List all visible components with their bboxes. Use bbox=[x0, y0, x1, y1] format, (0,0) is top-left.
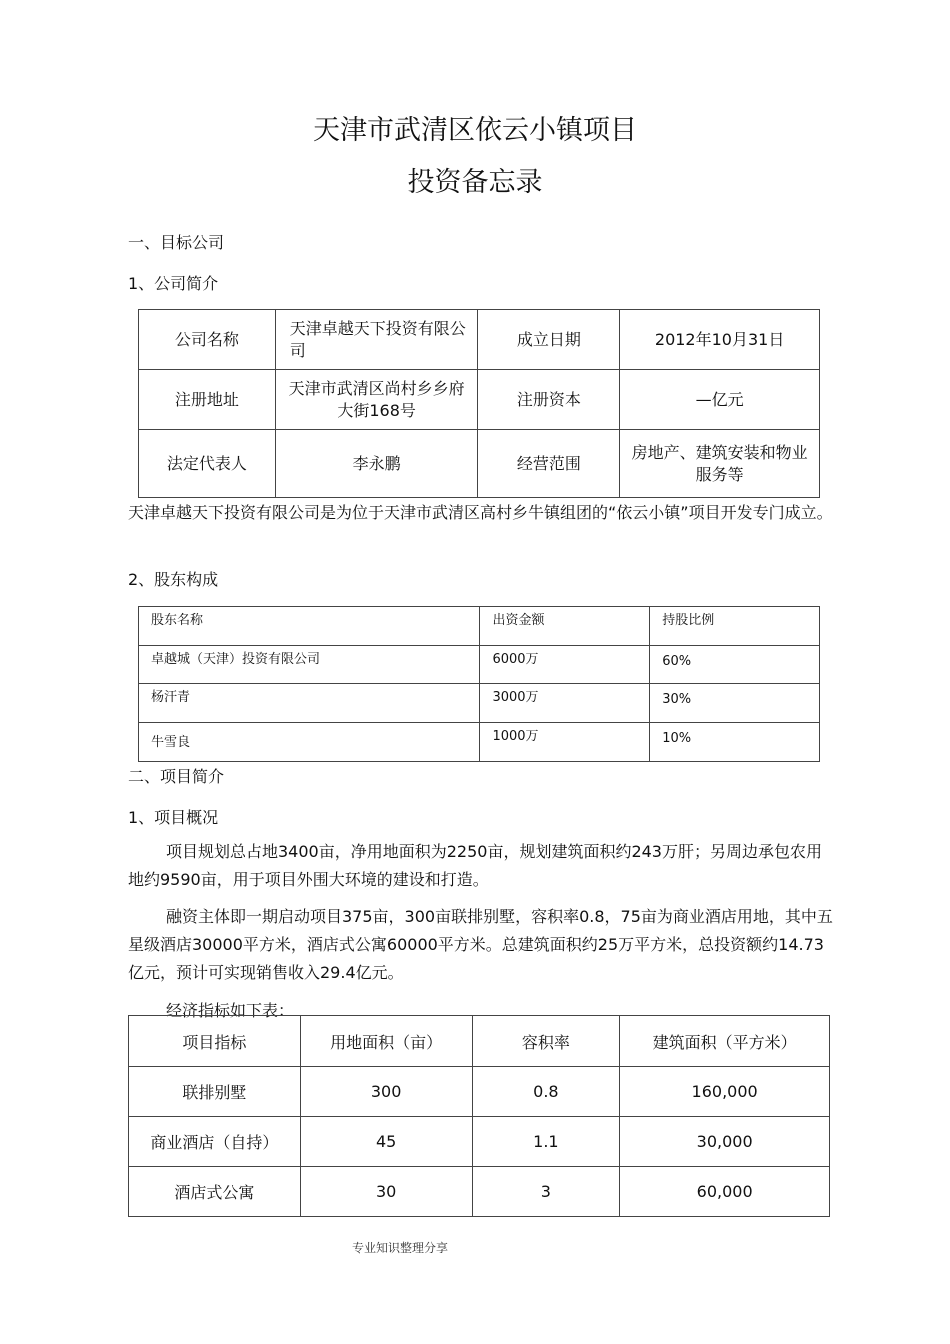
table-cell: 10% bbox=[650, 723, 820, 762]
table-cell: 1.1 bbox=[472, 1117, 620, 1167]
table-cell: 天津卓越天下投资有限公司 bbox=[275, 310, 478, 370]
table-cell: 法定代表人 bbox=[139, 430, 276, 498]
table-cell: 李永鹏 bbox=[275, 430, 478, 498]
table-cell: 45 bbox=[300, 1117, 472, 1167]
economic-indicators-table bbox=[128, 1015, 830, 1217]
table-cell: 60% bbox=[650, 646, 820, 684]
company-intro-heading: 1、公司简介 bbox=[128, 274, 219, 293]
table-cell: 30% bbox=[650, 684, 820, 723]
table-header-cell: 用地面积（亩） bbox=[300, 1016, 472, 1067]
table-header-cell: 项目指标 bbox=[129, 1016, 301, 1067]
table-cell: 卓越城（天津）投资有限公司 bbox=[139, 646, 480, 684]
company-description: 天津卓越天下投资有限公司是为位于天津市武清区高村乡牛镇组团的“依云小镇”项目开发专门成立。 bbox=[128, 503, 833, 522]
table-cell: 2012年10月31日 bbox=[620, 310, 820, 370]
econ-table-intro: 经济指标如下表： bbox=[166, 1001, 295, 1020]
table-cell: 60,000 bbox=[620, 1167, 830, 1217]
table-cell: 160,000 bbox=[620, 1067, 830, 1117]
table-header-cell: 建筑面积（平方米） bbox=[620, 1016, 830, 1067]
table-cell: 3000万 bbox=[480, 684, 650, 723]
shareholder-table bbox=[138, 606, 820, 762]
table-cell: 房地产、建筑安装和物业服务等 bbox=[620, 430, 820, 498]
company-info-table bbox=[138, 309, 820, 498]
table-cell: 牛雪良 bbox=[139, 723, 480, 762]
document-title: 天津市武清区依云小镇项目 bbox=[313, 115, 637, 146]
project-paragraph-1: 项目规划总占地3400亩，净用地面积为2250亩，规划建筑面积约243万肝；另周边承包农用地约9590亩，用于项目外围大环境的建设和打造。 bbox=[128, 842, 822, 889]
table-header-cell: 容积率 bbox=[472, 1016, 620, 1067]
table-cell: 商业酒店（自持） bbox=[129, 1117, 301, 1167]
table-cell: 天津市武清区尚村乡乡府大街168号 bbox=[275, 370, 478, 430]
table-cell: 杨汗青 bbox=[139, 684, 480, 723]
table-header-cell: 股东名称 bbox=[139, 607, 480, 646]
table-cell: 30,000 bbox=[620, 1117, 830, 1167]
table-cell: 联排别墅 bbox=[129, 1067, 301, 1117]
table-cell: 公司名称 bbox=[139, 310, 276, 370]
table-cell: 成立日期 bbox=[478, 310, 620, 370]
table-header-cell: 出资金额 bbox=[480, 607, 650, 646]
table-cell: —亿元 bbox=[620, 370, 820, 430]
table-cell: 30 bbox=[300, 1167, 472, 1217]
table-cell: 3 bbox=[472, 1167, 620, 1217]
table-cell: 经营范围 bbox=[478, 430, 620, 498]
table-cell: 300 bbox=[300, 1067, 472, 1117]
shareholders-heading: 2、股东构成 bbox=[128, 570, 219, 589]
table-cell: 6000万 bbox=[480, 646, 650, 684]
table-cell: 0.8 bbox=[472, 1067, 620, 1117]
document-subtitle: 投资备忘录 bbox=[407, 167, 543, 198]
table-header-cell: 持股比例 bbox=[650, 607, 820, 646]
section2-heading: 二、项目简介 bbox=[128, 767, 225, 786]
table-cell: 注册地址 bbox=[139, 370, 276, 430]
table-cell: 酒店式公寓 bbox=[129, 1167, 301, 1217]
table-cell: 注册资本 bbox=[478, 370, 620, 430]
page-footer: 专业知识整理分享 bbox=[352, 1241, 449, 1255]
section1-heading: 一、目标公司 bbox=[128, 233, 225, 252]
project-paragraph-2: 融资主体即一期启动项目375亩，300亩联排别墅，容积率0.8，75亩为商业酒店用地，其中五星级酒店30000平方米，酒店式公寓60000平方米。总建筑面积约25万平方米，总投资额约14.73亿元，预计可实现销售收入29.4亿元。 bbox=[128, 907, 833, 982]
table-cell: 1000万 bbox=[480, 723, 650, 762]
project-overview-heading: 1、项目概况 bbox=[128, 808, 219, 827]
